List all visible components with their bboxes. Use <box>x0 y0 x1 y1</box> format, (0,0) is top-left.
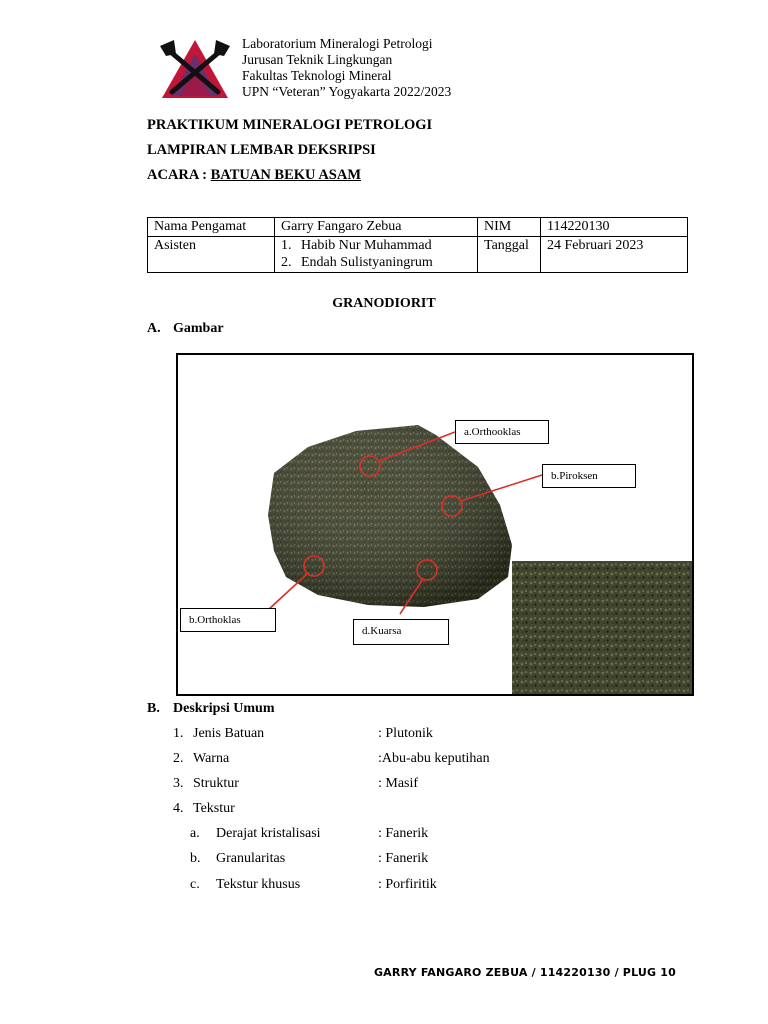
acara-line <box>147 167 361 184</box>
list-item-value: : Plutonik <box>378 726 433 741</box>
nama-value: Garry Fangaro Zebua <box>275 218 478 237</box>
sub-list-item: b. Granularitas <box>190 851 286 866</box>
page-footer: GARRY FANGARO ZEBUA / 114220130 / PLUG 10 <box>373 966 676 979</box>
rock-figure <box>176 353 694 696</box>
section-a-heading: A. Gambar <box>147 321 224 336</box>
label-kuarsa: d.Kuarsa <box>353 619 449 645</box>
sub-list-item-value: : Fanerik <box>378 826 429 841</box>
label-piroksen: b.Piroksen <box>542 464 636 488</box>
asisten-2: Endah Sulistyaningrum <box>301 255 433 270</box>
observer-info-table <box>147 217 688 273</box>
attachment-title: LAMPIRAN LEMBAR DEKSRIPSI <box>147 142 376 158</box>
section-b-heading: B. Deskripsi Umum <box>147 701 275 716</box>
nim-value: 114220130 <box>541 218 688 237</box>
table-row <box>148 218 688 237</box>
tanggal-value: 24 Februari 2023 <box>541 237 688 273</box>
acara-label: ACARA : <box>147 167 211 183</box>
tanggal-label: Tanggal <box>478 237 541 273</box>
nama-label: Nama Pengamat <box>148 218 275 237</box>
list-item-value: :Abu-abu keputihan <box>378 751 490 766</box>
university-logo <box>160 38 230 100</box>
asisten-list: 1. Habib Nur Muhammad 2. Endah Sulistyaningrum <box>275 237 478 273</box>
label-orthooklas: a.Orthooklas <box>455 420 549 444</box>
header-line: Fakultas Teknologi Mineral <box>242 68 392 83</box>
asisten-1: Habib Nur Muhammad <box>301 238 432 253</box>
asisten-label: Asisten <box>148 237 275 273</box>
rock-closeup-inset <box>512 561 692 694</box>
list-item: 4. Tekstur <box>173 801 235 816</box>
practicum-title: PRAKTIKUM MINERALOGI PETROLOGI <box>147 117 433 133</box>
label-orthoklas: b.Orthoklas <box>180 608 276 632</box>
list-item-value: : Masif <box>378 776 419 791</box>
lab-header <box>242 36 451 100</box>
list-item: 2. Warna <box>173 751 230 766</box>
header-line: Jurusan Teknik Lingkungan <box>242 52 393 67</box>
table-row <box>148 237 688 273</box>
sub-list-item-value: : Fanerik <box>378 851 429 866</box>
header-line: UPN “Veteran” Yogyakarta 2022/2023 <box>242 84 452 99</box>
list-item: 1. Jenis Batuan <box>173 726 265 741</box>
sub-list-item-value: : Porfiritik <box>378 877 437 892</box>
header-line: Laboratorium Mineralogi Petrologi <box>242 36 433 51</box>
acara-value: BATUAN BEKU ASAM <box>210 167 362 183</box>
sub-list-item: c. Tekstur khusus <box>190 877 301 892</box>
rock-name: GRANODIORIT <box>332 296 436 311</box>
nim-label: NIM <box>478 218 541 237</box>
list-item: 3. Struktur <box>173 776 239 791</box>
sub-list-item: a. Derajat kristalisasi <box>190 826 321 841</box>
